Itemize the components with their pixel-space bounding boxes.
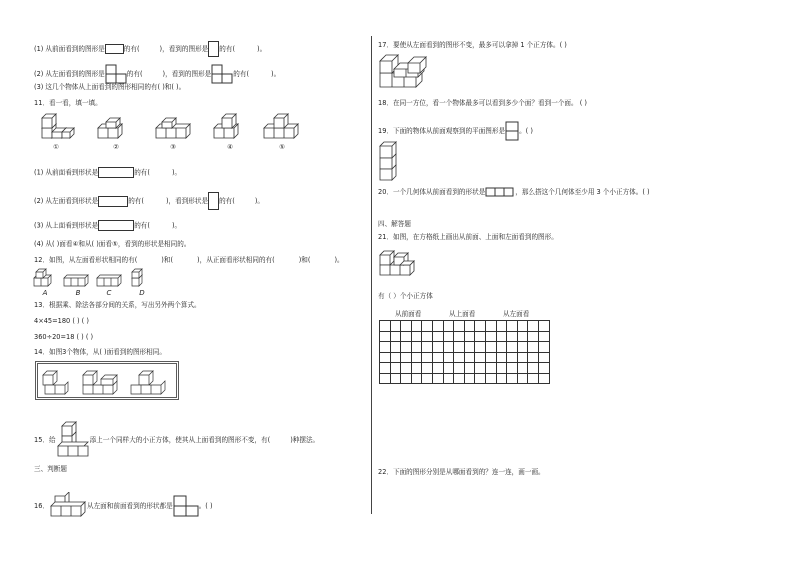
q18-title: 18．在同一方位，看一个物体最多可以看到多少个面？看到一个面。 ( ) [378,99,587,107]
q12-text: )。 [334,256,344,264]
q13-row: 360÷20=18 ( ) ( ) [34,333,94,341]
q10-line1 [34,41,266,57]
q11-sub2-text: )，看到形状是 [165,197,209,205]
q10-line1-text: )，看到的图形是 [159,45,209,53]
q10-line2-text: )，看到的图形是 [162,70,212,78]
figure-label: C [106,289,112,297]
grid-row [380,342,550,353]
q10-line2-text: 的有( [233,70,250,78]
grid-header-front: 从前面看 [395,310,422,318]
q20-line [378,187,650,197]
figure-label: A [42,289,48,297]
answer-grid[interactable] [379,320,550,384]
q11-sub1-text: (1) 从前面看到形状是 [34,168,99,177]
q14-title: 14．如图3个物体，从( )面看到的图形相同。 [34,348,166,356]
q11-title: 11．看一看，填一填。 [34,99,102,107]
shape-1x3-box [98,167,134,178]
q11-sub3-text: (3) 从上面看到形状是 [34,221,99,230]
q11-sub3-text: )。 [171,221,182,230]
q13-title: 13．根据乘、除法各部分间的关系，写出另外两个算式。 [34,301,201,309]
q22-title: 22．下面的图形分别是从哪面看到的？连一连，画一画。 [378,468,545,476]
q11-sub1 [34,167,181,178]
q11-sub1-text: 的有( [134,168,150,177]
q12-text: 12．如图，从左面看形状相同的有( [34,256,138,264]
section-4-title: 四、解答题 [378,220,411,228]
q11-sub2-text: )。 [254,197,265,205]
q12-text: )和( [298,256,311,264]
figure-label: B [75,289,81,297]
q21-cube-figure [378,245,422,287]
q10-line2 [34,64,280,84]
q11-sub2 [34,192,264,210]
q11-sub2-text: 的有( [219,197,235,205]
q16-shape-icon [173,495,199,517]
figure-label: ⑤ [279,143,285,151]
q15-text: 15．给 [34,436,56,444]
q11-sub2-text: (2) 从左面看到形状是 [34,197,99,205]
q19-line [378,121,533,141]
q15-cube-figure [56,420,90,460]
q11-sub3-text: 的有( [134,221,150,230]
q12-title [34,256,344,265]
shape-1x3-box [98,220,134,231]
q20-shape-icon [485,187,515,197]
q19-shape-icon [505,121,519,141]
grid-row [380,331,550,342]
shape-l-icon [105,64,127,84]
q15-text: )种摆法。 [290,436,320,444]
q10-line3: (3) 这几个物体从上面看到的图形相同的有( )和( )。 [34,83,186,91]
q21-title: 21．如图，在方格纸上画出从前面、上面和左面看到的图形。 [378,233,558,241]
shape-1x2-box [105,44,124,54]
q21-cube-count: 有（ ）个小正方体 [378,292,433,300]
grid-row [380,373,550,384]
q12-text: )和( [161,256,174,264]
q15-text: 添上一个同样大的小正方体，使其从上面看到的图形不变，有( [89,436,271,444]
q14-figures-frame [35,361,180,401]
shape-l-icon [211,64,233,84]
shape-2x1-box [208,192,219,210]
q20-text: ，那么搭这个几何体至少用 3 个小正方体。( ) [515,188,650,196]
shape-1x2-box [98,196,128,207]
grid-row [380,352,550,363]
grid-row [380,363,550,374]
figure-label: D [139,289,145,297]
q10-line1-text: 的有( [123,45,140,53]
q10-line1-text: (1) 从前面看到的图形是 [34,45,105,53]
figure-label: ④ [227,143,233,151]
q17-cube-figure [378,53,438,95]
q19-text: 19．下面的物体从前面观察到的平面图形是 [378,127,506,135]
q12-cube-figures [32,268,152,290]
q19-text: 。( ) [519,127,533,135]
q13-row: 4×45=180 ( ) ( ) [34,317,89,325]
q12-text: )，从正面看形状相同的有( [197,256,275,264]
q16-text: 16． [34,502,49,510]
q19-cube-figure [378,140,400,182]
figure-label: ② [113,143,119,151]
q11-sub4: (4) 从( )面看④和从( )面看⑤，看到的形状是相同的。 [34,240,191,248]
q11-sub1-text: )。 [171,168,182,177]
q10-line1-text: )。 [257,45,267,53]
grid-header-top: 从上面看 [449,310,476,318]
q10-line2-text: (2) 从左面看到的图形是 [34,70,105,78]
q16-line [34,492,213,520]
q11-sub3 [34,220,181,231]
q10-line2-text: )。 [271,70,281,78]
figure-label: ① [53,143,59,151]
column-divider [371,36,372,514]
q10-line2-text: 的有( [126,70,143,78]
q16-text: 。( ) [198,502,213,510]
grid-header-left: 从左面看 [503,310,530,318]
q15-line [34,420,319,460]
shape-2x1-box [208,41,219,57]
q11-sub2-text: 的有( [128,197,144,205]
section-3-title: 三、判断题 [34,465,67,473]
grid-row [380,321,550,332]
q20-text: 20．一个几何体从前面看到的形状是 [378,188,486,196]
figure-label: ③ [170,143,176,151]
q16-text: 从左面和前面看到的形状都是 [86,502,173,510]
q11-cube-figures [36,112,321,144]
q10-line1-text: 的有( [219,45,236,53]
q16-cube-figure [49,492,87,520]
q17-title: 17．要使从左面看到的图形不变，最多可以拿掉 1 个正方体。( ) [378,41,567,49]
